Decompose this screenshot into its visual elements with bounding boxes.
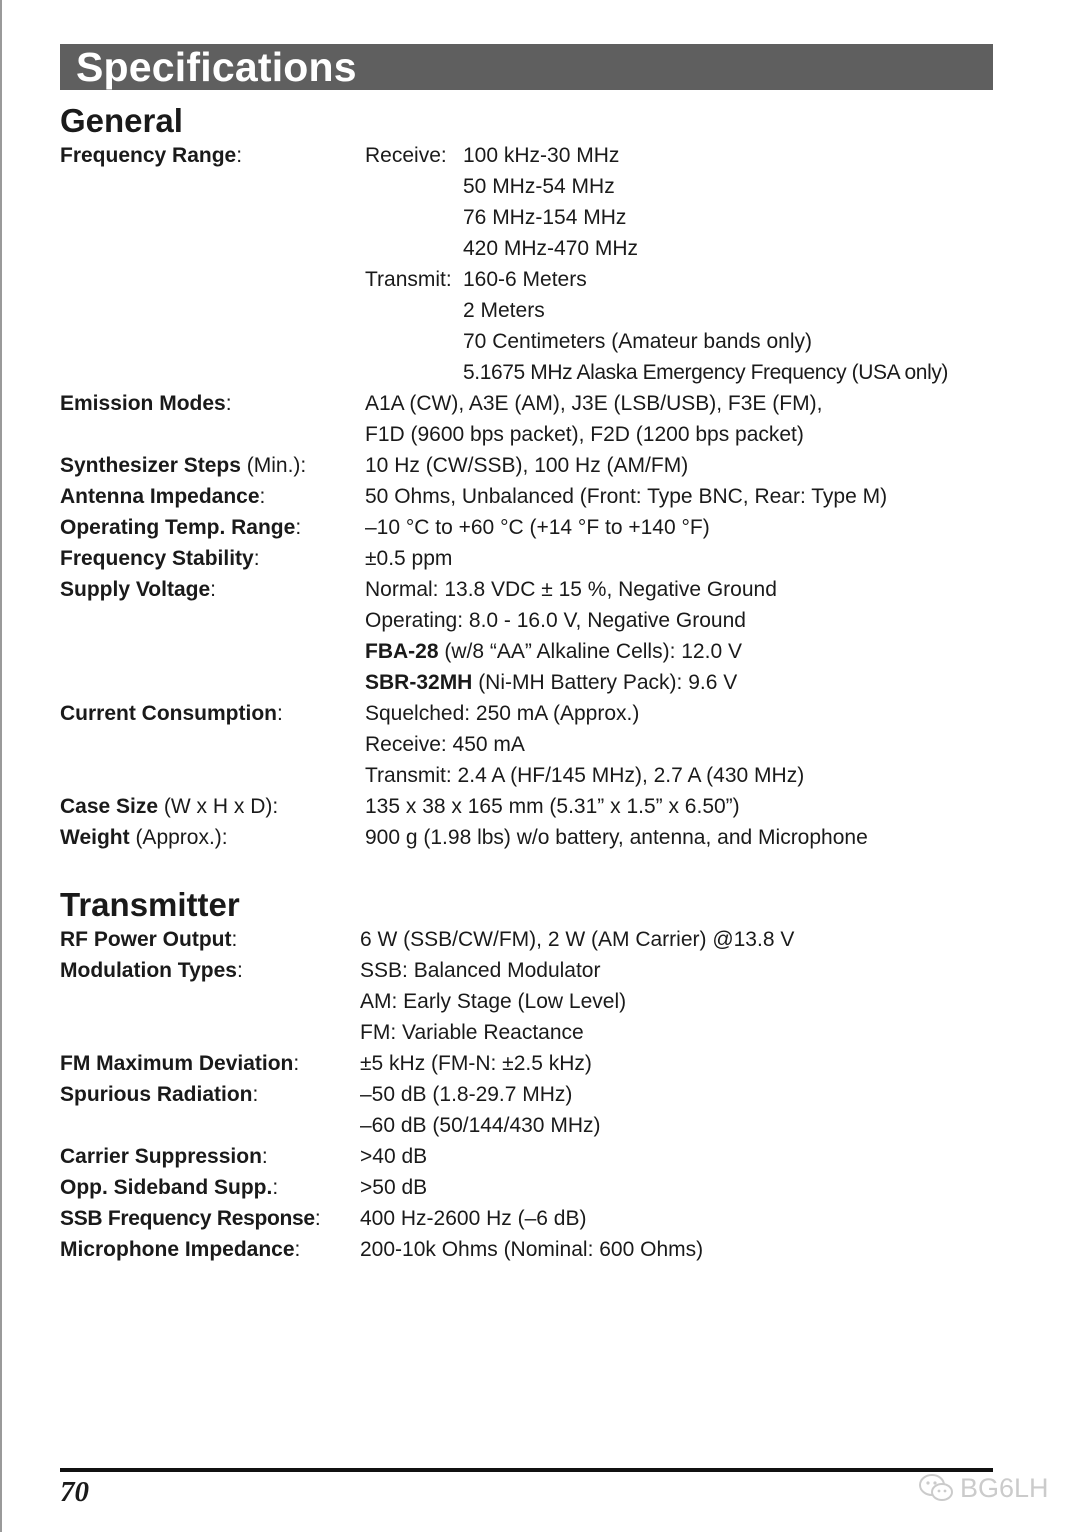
supply-sbr32mh: SBR-32MH (Ni-MH Battery Pack): 9.6 V xyxy=(365,671,738,694)
receive-range-4: 420 MHz-470 MHz xyxy=(463,237,639,260)
supply-fba28: FBA-28 (w/8 “AA” Alkaline Cells): 12.0 V xyxy=(365,640,742,663)
spec-value: 50 Ohms, Unbalanced (Front: Type BNC, Rear: Type M) xyxy=(365,485,888,508)
spec-value: A1A (CW), A3E (AM), J3E (LSB/USB), F3E (FM), xyxy=(365,392,823,415)
spec-label: Antenna Impedance: xyxy=(60,485,266,508)
page-edge-line xyxy=(0,0,2,1532)
footer-rule xyxy=(60,1468,993,1472)
transmit-range-2: 2 Meters xyxy=(463,299,545,322)
spec-label: Case Size (W x H x D): xyxy=(60,795,279,818)
transmit-range-4: 5.1675 MHz Alaska Emergency Frequency (USA only) xyxy=(463,361,949,384)
spec-label: Frequency Range: xyxy=(60,144,243,167)
watermark-text: BG6LH xyxy=(960,1472,1049,1503)
spec-value: >50 dB xyxy=(360,1176,428,1199)
spec-value: –10 °C to +60 °C (+14 °F to +140 °F) xyxy=(365,516,710,539)
spec-label: Weight (Approx.): xyxy=(60,826,228,849)
spec-label: Current Consumption: xyxy=(60,702,283,725)
supply-normal: Normal: 13.8 VDC ± 15 %, Negative Ground xyxy=(365,578,777,601)
spec-label: Frequency Stability: xyxy=(60,547,260,570)
spec-value: >40 dB xyxy=(360,1145,428,1168)
receive-range-2: 50 MHz-54 MHz xyxy=(463,175,615,198)
wechat-icon xyxy=(918,1473,954,1503)
supply-operating: Operating: 8.0 - 16.0 V, Negative Ground xyxy=(365,609,746,632)
spec-value: 200-10k Ohms (Nominal: 600 Ohms) xyxy=(360,1238,704,1261)
transmit-label: Transmit: xyxy=(365,268,452,291)
spec-label: Supply Voltage: xyxy=(60,578,216,601)
spec-label: Carrier Suppression: xyxy=(60,1145,268,1168)
spec-value: F1D (9600 bps packet), F2D (1200 bps packet) xyxy=(365,423,804,446)
receive-range-3: 76 MHz-154 MHz xyxy=(463,206,627,229)
spec-label: Emission Modes: xyxy=(60,392,232,415)
spec-value: ±5 kHz (FM-N: ±2.5 kHz) xyxy=(360,1052,592,1075)
spec-label: FM Maximum Deviation: xyxy=(60,1052,300,1075)
watermark xyxy=(918,1470,1049,1506)
spec-label: Opp. Sideband Supp.: xyxy=(60,1176,279,1199)
spec-value: Transmit: 2.4 A (HF/145 MHz), 2.7 A (430 MHz) xyxy=(365,764,805,787)
spec-label: Operating Temp. Range: xyxy=(60,516,302,539)
spec-value: AM: Early Stage (Low Level) xyxy=(360,990,627,1013)
page-title: Specifications xyxy=(76,44,357,90)
spec-value: –50 dB (1.8-29.7 MHz) xyxy=(360,1083,573,1106)
section-heading-general: General xyxy=(60,102,183,139)
receive-label: Receive: xyxy=(365,144,447,167)
spec-value: SSB: Balanced Modulator xyxy=(360,959,601,982)
spec-label: Microphone Impedance: xyxy=(60,1238,301,1261)
spec-label: Modulation Types: xyxy=(60,959,243,982)
spec-label: SSB Frequency Response: xyxy=(60,1207,321,1230)
title-bar xyxy=(60,44,993,90)
spec-label: RF Power Output: xyxy=(60,928,238,951)
spec-value: 400 Hz-2600 Hz (–6 dB) xyxy=(360,1207,587,1230)
spec-value: 135 x 38 x 165 mm (5.31” x 1.5” x 6.50”) xyxy=(365,795,740,818)
spec-label: Synthesizer Steps (Min.): xyxy=(60,454,307,477)
receive-range-1: 100 kHz-30 MHz xyxy=(463,144,620,167)
spec-value: Squelched: 250 mA (Approx.) xyxy=(365,702,640,725)
spec-label: Spurious Radiation: xyxy=(60,1083,259,1106)
section-heading-transmitter: Transmitter xyxy=(60,886,240,923)
spec-value: Receive: 450 mA xyxy=(365,733,525,756)
spec-value: 6 W (SSB/CW/FM), 2 W (AM Carrier) @13.8 V xyxy=(360,928,795,951)
spec-value: –60 dB (50/144/430 MHz) xyxy=(360,1114,601,1137)
spec-value: FM: Variable Reactance xyxy=(360,1021,584,1044)
transmit-range-3: 70 Centimeters (Amateur bands only) xyxy=(463,330,812,353)
spec-value: ±0.5 ppm xyxy=(365,547,453,570)
spec-value: 900 g (1.98 lbs) w/o battery, antenna, and Microphone xyxy=(365,826,868,849)
transmit-range-1: 160-6 Meters xyxy=(463,268,587,291)
spec-value: 10 Hz (CW/SSB), 100 Hz (AM/FM) xyxy=(365,454,689,477)
page-number: 70 xyxy=(60,1476,89,1508)
